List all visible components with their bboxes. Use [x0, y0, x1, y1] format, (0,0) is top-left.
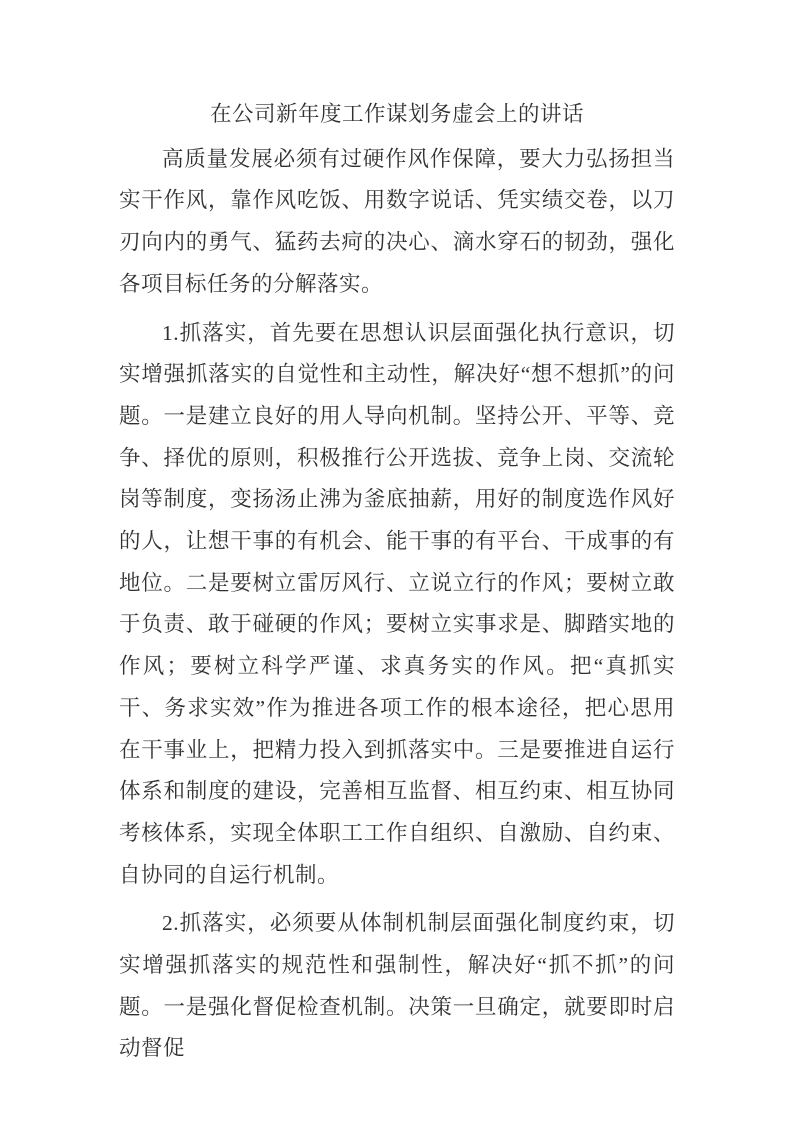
- paragraph-point-1: 1.抓落实，首先要在思想认识层面强化执行意识，切实增强抓落实的自觉性和主动性，解决好“想不想抓”的问题。一是建立良好的用人导向机制。坚持公开、平等、竞争、择优的原则，积极推行公开选拔、竞争上岗、交流轮岗等制度，变扬汤止沸为釜底抽薪，用好的制度选作风好的人，让想干事的有机会、能干事的有平台、干成事的有地位。二是要树立雷厉风行、立说立行的作风；要树立敢于负责、敢于碰硬的作风；要树立实事求是、脚踏实地的作风；要树立科学严谨、求真务实的作风。把“真抓实干、务求实效”作为推进各项工作的根本途径，把心思用在干事业上，把精力投入到抓落实中。三是要推进自运行体系和制度的建设，完善相互监督、相互约束、相互协同考核体系，实现全体职工工作自组织、自激励、自约束、自协同的自运行机制。: [119, 320, 675, 887]
- document-title: 在公司新年度工作谋划务虚会上的讲话: [209, 102, 584, 126]
- paragraph-point-2: 2.抓落实，必须要从体制机制层面强化制度约束，切实增强抓落实的规范性和强制性，解决好“抓不抓”的问题。一是强化督促检查机制。决策一旦确定，就要即时启动督促: [119, 911, 675, 1061]
- paragraph-intro: 高质量发展必须有过硬作风作保障，要大力弘扬担当实干作风，靠作风吃饭、用数字说话、凭实绩交卷，以刀刃向内的勇气、猛药去疴的决心、滴水穿石的韧劲，强化各项目标任务的分解落实。: [119, 146, 675, 296]
